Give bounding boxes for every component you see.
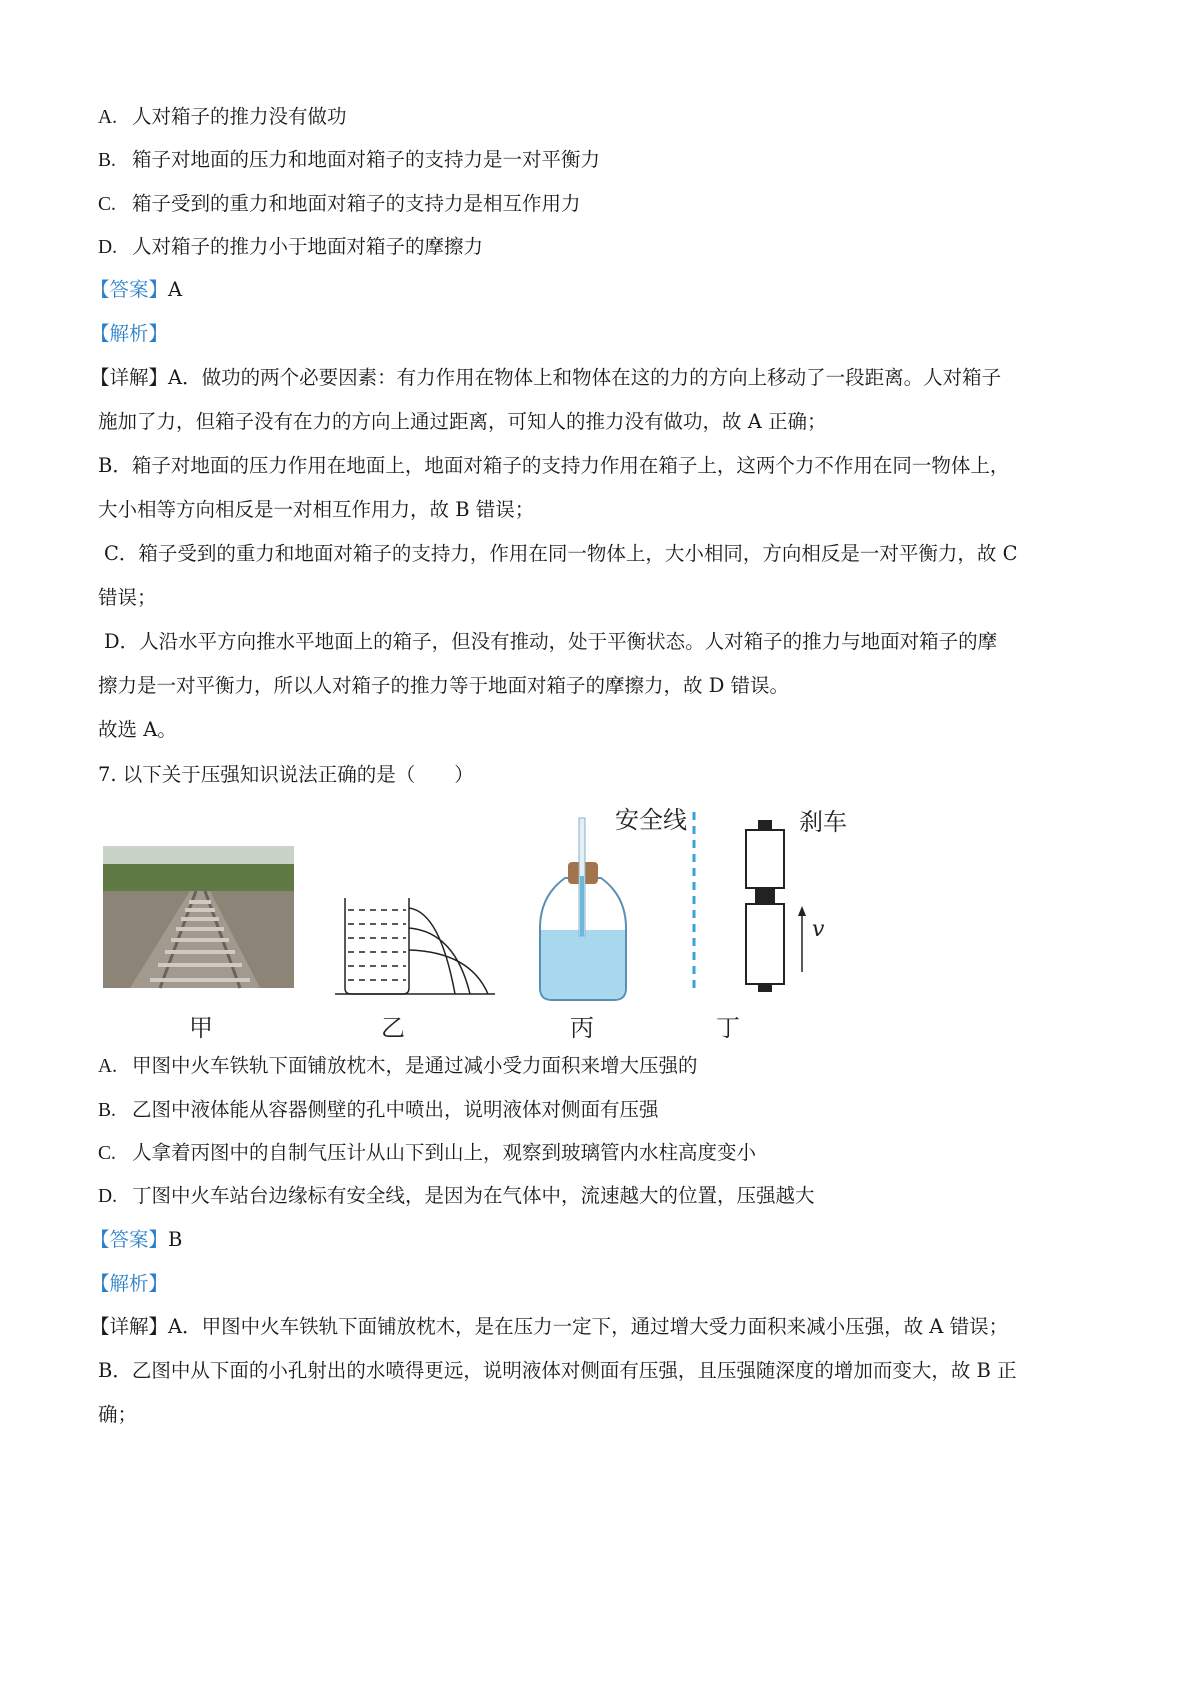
q6-detail-line-8: 擦力是一对平衡力，所以人对箱子的推力等于地面对箱子的摩擦力，故 D 错误。 xyxy=(98,674,790,697)
q6-detail-line-1: 【详解】A．做功的两个必要因素：有力作用在物体上和物体在这的力的方向上移动了一段距离。人对箱子 xyxy=(90,366,1002,389)
q6-answer: 【答案】A xyxy=(90,278,183,301)
brake-label: 刹车 xyxy=(799,808,847,836)
q7-analysis-tag: 【解析】 xyxy=(90,1272,169,1295)
q6-option-c: C. 箱子受到的重力和地面对箱子的支持力是相互作用力 xyxy=(98,192,581,215)
railway-photo xyxy=(103,846,294,988)
q7-option-c: C. 人拿着丙图中的自制气压计从山下到山上，观察到玻璃管内水柱高度变小 xyxy=(98,1141,757,1164)
q6-detail-line-3: B．箱子对地面的压力作用在地面上，地面对箱子的支持力作用在箱子上，这两个力不作用在同一物体上， xyxy=(98,454,1010,477)
caption-ding: 丁 xyxy=(716,1014,740,1042)
q7-stem: 7. 以下关于压强知识说法正确的是（ ） xyxy=(98,763,474,786)
caption-jia: 甲 xyxy=(189,1014,213,1042)
q6-option-b: B. 箱子对地面的压力和地面对箱子的支持力是一对平衡力 xyxy=(98,148,601,171)
caption-yi: 乙 xyxy=(381,1014,405,1042)
q6-option-d: D. 人对箱子的推力小于地面对箱子的摩擦力 xyxy=(98,235,484,258)
q7-answer: 【答案】B xyxy=(90,1228,183,1251)
q7-option-b: B. 乙图中液体能从容器侧壁的孔中喷出，说明液体对侧面有压强 xyxy=(98,1098,659,1121)
liquid-container xyxy=(335,898,495,994)
q6-option-a: A. 人对箱子的推力没有做功 xyxy=(98,105,347,128)
safety-line-label: 安全线 xyxy=(615,806,687,834)
q7-detail-line-2: B．乙图中从下面的小孔射出的水喷得更远，说明液体对侧面有压强，且压强随深度的增加而变大，故 B 正 xyxy=(98,1359,1017,1382)
train xyxy=(746,820,806,992)
q6-detail-line-2: 施加了力，但箱子没有在力的方向上通过距离，可知人的推力没有做功，故 A 正确； xyxy=(98,410,827,433)
q6-detail-line-9: 故选 A。 xyxy=(98,718,177,741)
q6-detail-line-5: C．箱子受到的重力和地面对箱子的支持力，作用在同一物体上，大小相同，方向相反是一对平衡力，故 C xyxy=(104,542,1018,565)
q6-detail-line-7: D．人沿水平方向推水平地面上的箱子，但没有推动，处于平衡状态。人对箱子的推力与地面对箱子的摩 xyxy=(104,630,998,653)
q6-detail-line-6: 错误； xyxy=(98,586,157,609)
q6-analysis-tag: 【解析】 xyxy=(90,322,169,345)
q7-option-d: D. 丁图中火车站台边缘标有安全线，是因为在气体中，流速越大的位置，压强越大 xyxy=(98,1184,815,1207)
q6-detail-line-4: 大小相等方向相反是一对相互作用力，故 B 错误； xyxy=(98,498,535,521)
barometer-bottle xyxy=(540,818,626,1000)
caption-bing: 丙 xyxy=(570,1014,594,1042)
q7-option-a: A. 甲图中火车铁轨下面铺放枕木，是通过减小受力面积来增大压强的 xyxy=(98,1054,698,1077)
velocity-label: v xyxy=(812,917,825,942)
q7-detail-line-3: 确； xyxy=(98,1403,138,1426)
q7-detail-line-1: 【详解】A．甲图中火车铁轨下面铺放枕木，是在压力一定下，通过增大受力面积来减小压强，故 A 错误； xyxy=(90,1315,1009,1338)
